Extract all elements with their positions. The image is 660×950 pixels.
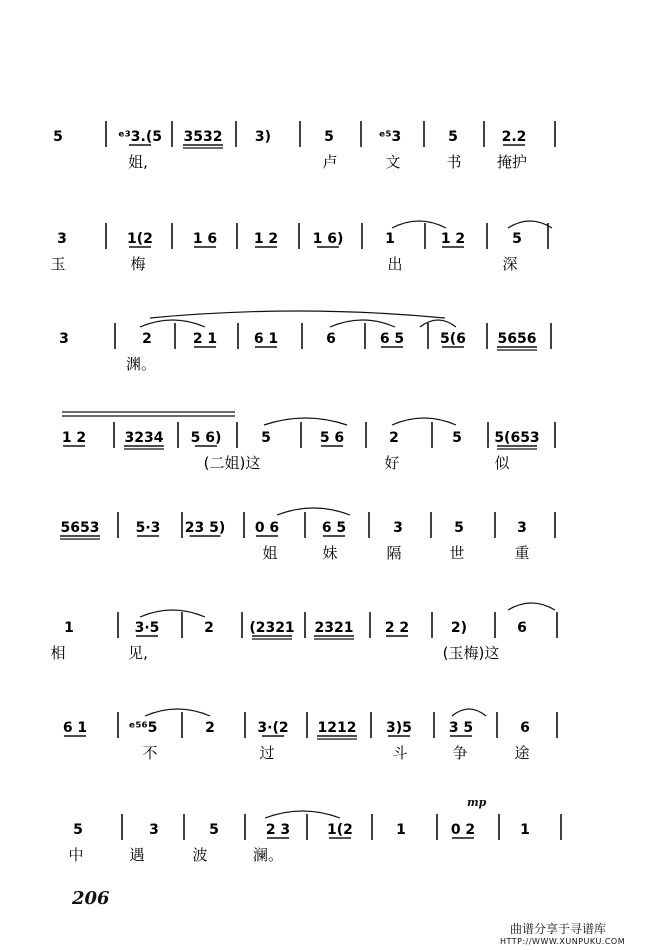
lyric-syllable: 渊。 bbox=[125, 355, 157, 373]
note-group: 5 bbox=[324, 129, 334, 145]
note-group: 3234 bbox=[124, 430, 164, 446]
note-group: 5656 bbox=[497, 331, 537, 347]
lyric-syllable: 途 bbox=[514, 744, 530, 762]
note-group: 1 6) bbox=[312, 231, 344, 247]
note-group: 6 bbox=[326, 331, 336, 347]
slur-arc bbox=[265, 811, 340, 818]
note-group: 2) bbox=[450, 620, 468, 636]
note-group: 5·3 bbox=[135, 520, 161, 536]
slur-arc bbox=[264, 418, 347, 425]
lyric-syllable: 澜。 bbox=[252, 846, 284, 864]
note-group: 3 bbox=[393, 520, 403, 536]
lyric-syllable: (玉梅)这 bbox=[442, 644, 500, 662]
lyric-syllable: 姐 bbox=[262, 544, 278, 562]
slur-arc bbox=[330, 320, 395, 327]
note-group: 3 bbox=[149, 822, 159, 838]
lyric-syllable: 过 bbox=[259, 744, 275, 762]
lyric-syllable: 梅 bbox=[130, 255, 146, 273]
note-group: 5 6 bbox=[319, 430, 345, 446]
slur-arc bbox=[277, 508, 350, 515]
note-group: 6 5 bbox=[379, 331, 405, 347]
note-group: 5 bbox=[209, 822, 219, 838]
note-group: 3 bbox=[517, 520, 527, 536]
note-group: 23 5) bbox=[184, 520, 226, 536]
note-group: 5 bbox=[448, 129, 458, 145]
lyric-syllable: 不 bbox=[142, 744, 158, 762]
lyric-syllable: 书 bbox=[446, 153, 462, 171]
lyric-syllable: 中 bbox=[68, 846, 84, 864]
note-group: 1 bbox=[385, 231, 395, 247]
note-group: 3)5 bbox=[386, 720, 412, 736]
note-group: 6 5 bbox=[321, 520, 347, 536]
note-group: ᵉ⁵3 bbox=[378, 129, 402, 145]
note-group: 1 bbox=[396, 822, 406, 838]
note-group: 1 bbox=[520, 822, 530, 838]
note-group: 5(653 bbox=[494, 430, 540, 446]
slur-arc bbox=[150, 311, 445, 318]
note-group: 2 bbox=[389, 430, 399, 446]
lyric-syllable: 好 bbox=[384, 454, 400, 472]
note-group: 5 bbox=[53, 129, 63, 145]
note-group: 1 2 bbox=[253, 231, 279, 247]
note-group: 1 2 bbox=[61, 430, 87, 446]
note-group: 5 6) bbox=[190, 430, 222, 446]
note-group: 2.2 bbox=[501, 129, 527, 145]
watermark-url: HTTP://WWW.XUNPUKU.COM bbox=[500, 937, 626, 946]
lyric-syllable: 卢 bbox=[322, 153, 338, 171]
lyric-syllable: 出 bbox=[387, 255, 403, 273]
note-group: 0 6 bbox=[254, 520, 280, 536]
note-group: 3 5 bbox=[448, 720, 474, 736]
note-group: 0 2 bbox=[450, 822, 476, 838]
slur-arc bbox=[508, 603, 555, 610]
note-group: 3532 bbox=[183, 129, 223, 145]
lyric-syllable: 遇 bbox=[129, 846, 145, 864]
note-group: 6 bbox=[517, 620, 527, 636]
note-group: 2 bbox=[204, 620, 214, 636]
dynamic-marking: mp bbox=[467, 796, 487, 809]
note-group: 2 2 bbox=[384, 620, 410, 636]
note-group: 5 bbox=[452, 430, 462, 446]
note-group: ᵉ⁵⁶5 bbox=[128, 720, 158, 736]
note-group: 2 bbox=[205, 720, 215, 736]
lyric-syllable: (二姐)这 bbox=[203, 454, 261, 472]
note-group: 3·5 bbox=[134, 620, 160, 636]
note-group: 6 1 bbox=[62, 720, 88, 736]
lyric-syllable: 波 bbox=[192, 846, 208, 864]
note-group: ᵉ³3.(5 bbox=[117, 129, 163, 145]
slur-arc bbox=[452, 709, 486, 716]
lyric-syllable: 隔 bbox=[386, 544, 402, 562]
note-group: 5(6 bbox=[440, 331, 466, 347]
lyric-syllable: 世 bbox=[449, 544, 465, 562]
slur-arc bbox=[392, 221, 446, 228]
slur-arc bbox=[140, 320, 205, 327]
lyric-syllable: 姐, bbox=[128, 153, 148, 171]
note-group: 3 bbox=[59, 331, 69, 347]
slur-arc bbox=[508, 221, 552, 228]
note-group: 3·(2 bbox=[257, 720, 289, 736]
note-group: 5 bbox=[73, 822, 83, 838]
slur-arc bbox=[145, 709, 210, 716]
slur-arc bbox=[140, 610, 205, 617]
lyric-syllable: 文 bbox=[385, 153, 401, 171]
lyric-syllable: 争 bbox=[452, 744, 468, 762]
lyric-syllable: 斗 bbox=[392, 744, 408, 762]
lyric-syllable: 深 bbox=[502, 255, 518, 273]
lyric-syllable: 重 bbox=[514, 544, 530, 562]
note-group: 2 1 bbox=[192, 331, 218, 347]
note-group: 6 1 bbox=[253, 331, 279, 347]
lyric-syllable: 见, bbox=[128, 644, 148, 662]
lyric-syllable: 掩护 bbox=[496, 153, 528, 171]
lyric-syllable: 相 bbox=[50, 644, 66, 662]
lyric-syllable: 妹 bbox=[322, 544, 338, 562]
note-group: 2 bbox=[142, 331, 152, 347]
note-group: 5 bbox=[261, 430, 271, 446]
note-group: 2321 bbox=[314, 620, 354, 636]
slur-arc bbox=[392, 418, 456, 425]
note-group: 1212 bbox=[317, 720, 357, 736]
note-group: 1 2 bbox=[440, 231, 466, 247]
note-group: 5653 bbox=[60, 520, 100, 536]
note-group: 3 bbox=[57, 231, 67, 247]
note-group: 3) bbox=[254, 129, 272, 145]
note-group: 2 3 bbox=[265, 822, 291, 838]
page-number: 206 bbox=[72, 888, 110, 909]
note-group: 1 bbox=[64, 620, 74, 636]
note-group: 1 6 bbox=[192, 231, 218, 247]
note-group: 1(2 bbox=[127, 231, 153, 247]
watermark-title: 曲谱分享于寻谱库 bbox=[510, 922, 607, 936]
lyric-syllable: 似 bbox=[494, 454, 510, 472]
note-group: (2321 bbox=[249, 620, 295, 636]
note-group: 5 bbox=[512, 231, 522, 247]
note-group: 6 bbox=[520, 720, 530, 736]
note-group: 1(2 bbox=[327, 822, 353, 838]
lyric-syllable: 玉 bbox=[50, 255, 66, 273]
note-group: 5 bbox=[454, 520, 464, 536]
slur-arc bbox=[420, 320, 456, 327]
